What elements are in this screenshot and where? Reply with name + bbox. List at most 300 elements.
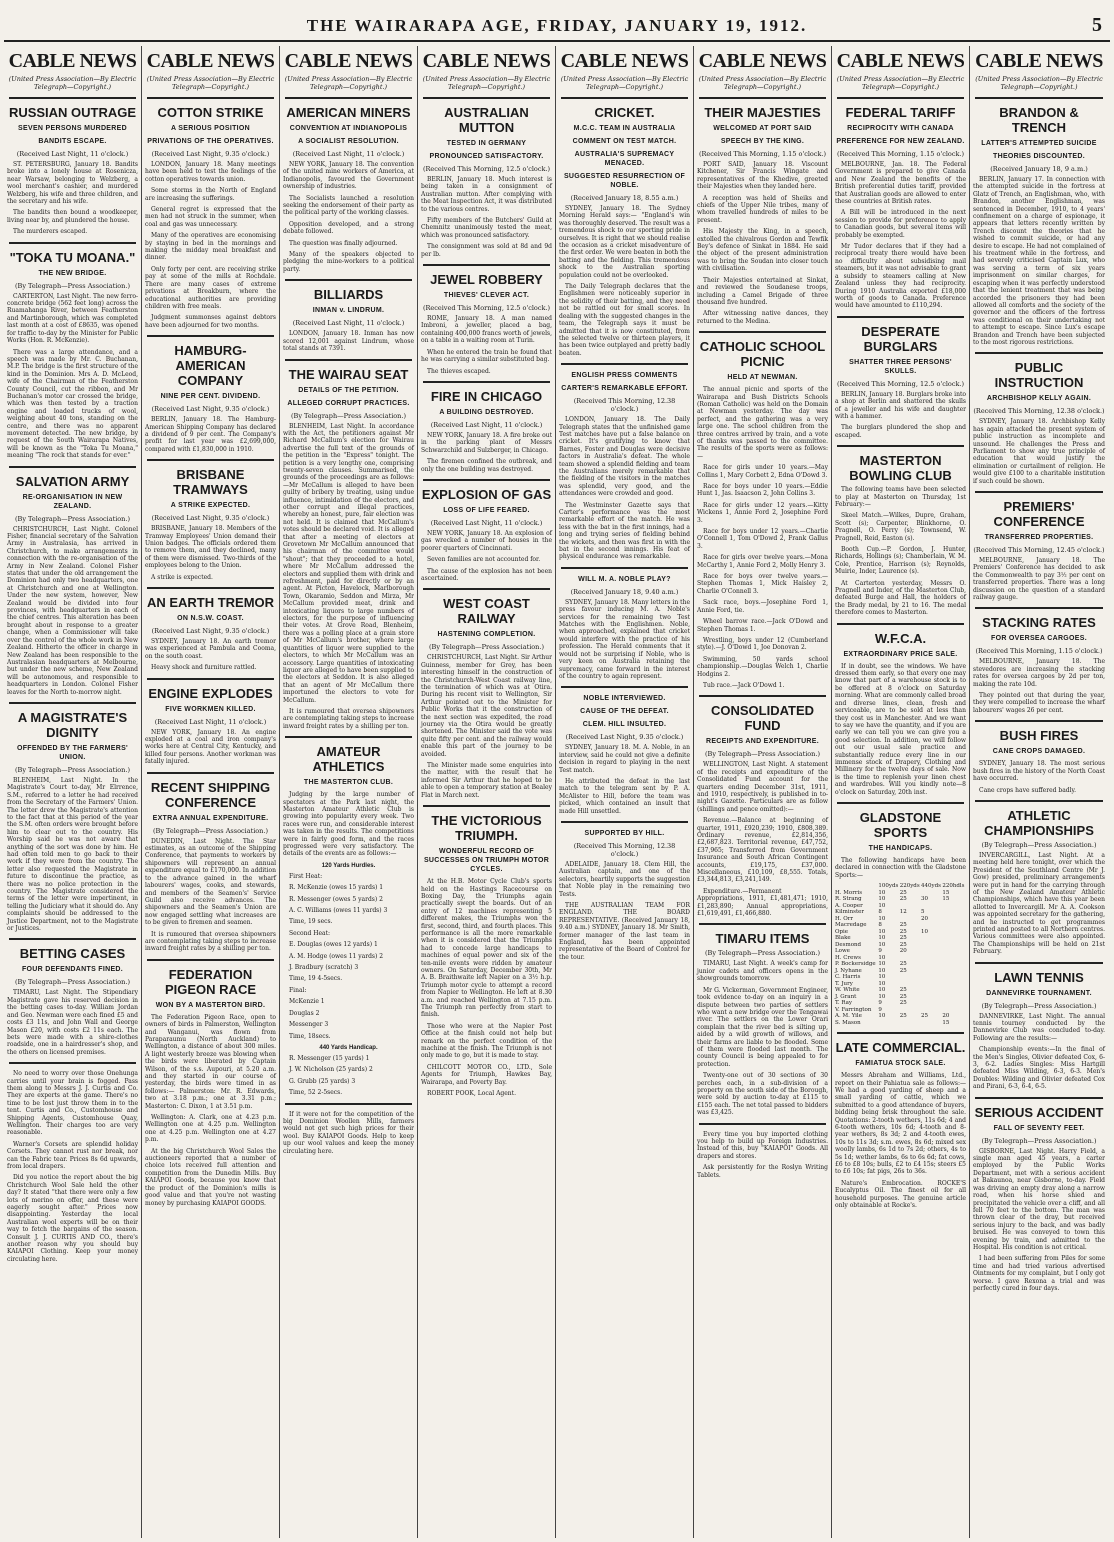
table-header-cell: 440yds (921, 883, 941, 890)
article-paragraph: Did you notice the report about the big Christchurch Wool Sale held the other day? It stated "that there were only a few lots of merino on offer, and these were eagerly sought after." Prices now disappointing. Yesterday the local Australian wool experts will be on their way to fetch the bargains of the season. Consult J. J. CURTIS AND CO., there's another reason why you should buy KAIAPOI Clothing. Keep your money circulating here. (7, 1174, 138, 1263)
article (559, 371, 690, 561)
table-cell: 10 (878, 902, 886, 909)
table-cell (921, 1020, 942, 1027)
article-subheading: SHATTER THREE PERSONS' SKULLS. (849, 358, 952, 375)
article (835, 810, 966, 1026)
article-headline: BUSH FIRES (999, 728, 1079, 744)
article-paragraph: After witnessing native dances, they returned to the Medina. (697, 310, 828, 325)
article-divider (975, 1097, 1103, 1099)
table-cell: T. Ray (835, 1000, 853, 1007)
wire-credit: (United Press Association—By Electric Telegraph—Copyright.) (560, 75, 689, 91)
received-line: (Received Last Night, 11 o'clock.) (430, 518, 543, 527)
table-row (835, 1020, 966, 1027)
article-divider (699, 923, 826, 925)
article-divider (699, 97, 826, 99)
article-paragraph: CHILCOTT MOTOR CO., LTD., Sole Agents for Triumph, Hawkes Bay, Wairarapa, and Poverty Bay. (421, 1063, 552, 1086)
article-subheading: EXTRAORDINARY PRICE SALE. (843, 650, 958, 658)
article-headline: STACKING RATES (982, 615, 1096, 631)
article-subheading: COMMENT ON TEST MATCH. (572, 138, 677, 145)
article-paragraph: Race for girls under 10 years.—May Collins 1, Mary Corbett 2, Edna O'Dowd 3. (697, 464, 828, 479)
article-paragraph: SYDNEY, January 18. Many letters in the press favour inducing M. A. Noble's services for the remaining two Test Matches with the Englishmen. Noble, when approached, explained that cricket would interfere with the practice of his profession. The Herald comments that it would not be surprising if Noble, who is very keen on Australia retaining the supremacy, came forward in the interest of the country to again represent. (559, 598, 690, 680)
article-headline: AMERICAN MINERS (286, 105, 411, 120)
article-subheading: DANNEVIRKE TOURNAMENT. (986, 989, 1092, 997)
article (559, 575, 690, 680)
article-paragraph: BERLIN, January 18. Much interest is being taken in a consignment of Australian mutton. After complying with the Meat Inspection Act, it was distributed to the various centres. (421, 176, 552, 213)
article-headline: MASTERTON BOWLING CLUB (849, 453, 952, 484)
article-paragraph: MELBOURNE, January 18. The Premiers' Conference has decided to ask the Commonwealth to pay 3½ per cent on transferred properties. There was a long discussion on the question of a standard railway gauge. (973, 557, 1105, 602)
article-paragraph: Warner's Corsets are splendid holiday Corsets. They cannot rust nor break, nor can the Fabric tear. Prices 8s 6d upwards, from local drapers. (7, 1140, 138, 1170)
article-subheading: WILL M. A. NOBLE PLAY? (578, 575, 671, 583)
received-line: (Received Last Night, 9.35 o'clock.) (565, 733, 684, 742)
article-divider (699, 331, 826, 333)
section-heading: CABLE NEWS (975, 50, 1103, 72)
article-paragraph: Ask persistently for the Roslyn Writing Tablets. (697, 1164, 828, 1179)
table-cell: 15 (942, 896, 950, 903)
received-line: (By Telegraph—Press Association.) (15, 281, 130, 290)
article (973, 615, 1105, 714)
article-paragraph: The Westminster Gazette says that Carter's performance was the most remarkable effort of the match. He was less with the bat in the first innings, had a long and trying series of fielding behind the wickets, and then was first in with the bat in the second innings. His feat of physical endurance was remarkable. (559, 501, 690, 561)
table-cell: 25 (899, 967, 907, 974)
table-cell: 10 (878, 993, 886, 1000)
article-divider (975, 607, 1103, 609)
news-column (418, 46, 556, 1538)
table-cell: H. Morris (835, 889, 863, 896)
article-subheading: CANE CROPS DAMAGED. (992, 748, 1086, 756)
table-cell: 10 (878, 974, 886, 981)
article-paragraph: Race for girls over twelve years.—Mona McCarthy 1, Annie Ford 2, Molly Henry 3. (697, 554, 828, 569)
received-line: (By Telegraph—Press Association.) (981, 1001, 1097, 1010)
news-column (280, 46, 418, 1538)
article-paragraph: The consignment was sold at 8d and 9d per lb. (421, 243, 552, 258)
article-divider (699, 1123, 826, 1125)
results-line: A. M. Hodge (owes 11 yards) 2 (289, 952, 384, 960)
article (7, 1070, 138, 1263)
article-paragraph: I had been suffering from Piles for some time and had tried various advertised Ointments for my complaint, but I only got worse. I gave Rexona a trial and was perfectly cured in four days. (973, 1255, 1105, 1292)
table-cell: 10 (878, 941, 886, 948)
article-headline: LATE COMMERCIAL. (835, 1040, 966, 1056)
article-divider (9, 466, 136, 468)
article-divider (9, 1062, 136, 1064)
article-subheading: FALL OF SEVENTY FEET. (993, 1124, 1085, 1132)
article-paragraph: NEW YORK, January 18. An explosion of gas wrecked a number of houses in the poorer quarters of Cincinnati. (421, 529, 552, 552)
article-subheading: RECIPROCITY WITH CANADA (847, 125, 954, 132)
article-subheading: ENGLISH PRESS COMMENTS (571, 372, 678, 380)
table-cell: 9 (878, 1006, 882, 1013)
article-subheading: AUSTRALIA'S SUPREMACY MENACED. (574, 151, 675, 167)
section-heading: CABLE NEWS (560, 50, 689, 72)
article-paragraph: When he entered the train he found that he was carrying a similar substituted bag. (421, 348, 552, 364)
table-cell: 10 (878, 889, 886, 896)
table-cell: 25 (899, 896, 907, 903)
article-headline: CONSOLIDATED FUND (710, 703, 815, 734)
table-cell: 25 (899, 922, 907, 929)
table-cell: A. M. Yile (835, 1013, 862, 1020)
section-heading: CABLE NEWS (284, 50, 413, 72)
received-line: (Received Last Night, 9.35 o'clock.) (151, 627, 270, 635)
results-line: First Heat: (289, 872, 323, 880)
article (421, 389, 552, 473)
article-subheading: PREFERENCE FOR NEW ZEALAND. (836, 138, 965, 145)
article (145, 467, 276, 581)
article-paragraph: SYDNEY, January 18. An earth tremor was experienced at Pambula and Cooma, on the south coast. (145, 638, 276, 660)
article-paragraph: Revenue.—Balance at beginning of quarter, 1911, £920,239; 1910, £808,389. Ordinary revenue, £2,814,356, £2,687,823. Territorial revenue, £47,752, £37,965; Transferred from Government Insurance and South African Contingent accounts, £19,175, £37,000. Miscellaneous, £10,109, £8,555. Totals, £3,344,813, £3,241,149. (697, 817, 828, 884)
article (835, 453, 966, 617)
article-paragraph: The murderers escaped. (13, 228, 88, 236)
article-divider (561, 363, 688, 365)
article-paragraph: At Carterton yesterday, Messrs O. Pragnell and Inder, of the Masterton Club, defeated Burge and Hall, the holders of the Brady medal, by 21 to 16. The medal therefore comes to Masterton. (835, 579, 966, 617)
received-line: (Received Last Night, 11 o'clock.) (16, 150, 129, 158)
table-cell: 10 (878, 896, 886, 903)
table-cell: H. Orr (835, 915, 854, 922)
table-header-cell: 220yds (899, 883, 920, 890)
article (697, 1131, 828, 1179)
table-cell: 25 (899, 889, 907, 896)
results-line: R. Messenger (owes 5 yards) 2 (289, 895, 383, 903)
article-paragraph: CARTERTON, Last Night. The new ferro-concrete bridge (562 feet long) across the Ruamahanga River, between Featherston and Martinborough, which was completed last month at a cost of £8635, was opened for traffic to-day by the Minister for Public Works (Hon. R. McKenzie). (7, 292, 138, 345)
article-subheading: PRONOUNCED SATISFACTORY. (429, 153, 544, 160)
article-subheading: RECEIPTS AND EXPENDITURE. (705, 738, 820, 746)
received-line: (By Telegraph—Press Association.) (291, 411, 406, 420)
received-line: (Received This Morning, 12.38 o'clock.) (573, 841, 676, 858)
results-line: McKenzie 1 (289, 998, 325, 1006)
article-paragraph: The following teams have been selected to play at Masterton on Thursday, 1st February:— (835, 486, 966, 508)
article-paragraph: Booth Cup.—P. Gordon, J. Hunter, Richards, Hollings (s); Chamberlain, W. M. Cole, Prentice, Harrison (s); Reynolds, Muirie, Inder, Laurence (s). (835, 546, 966, 576)
article-divider (975, 352, 1103, 354)
received-line: (Received This Morning, 1.15 o'clock.) (836, 150, 965, 158)
article-divider (147, 678, 274, 680)
article-divider (423, 479, 550, 481)
article-divider (9, 702, 136, 704)
article-headline: AUSTRALIAN MUTTON (444, 105, 529, 135)
article-paragraph: Fifty members of the Butchers' Guild at Chemnitz unanimously tested the meat, which was pronounced satisfactory. (421, 217, 552, 239)
article-headline: W.F.C.A. (874, 630, 927, 646)
article (835, 1040, 966, 1209)
article-paragraph: Wheel barrow race.—Jack O'Dowd and Stephen Thomas 1. (697, 618, 828, 633)
article-divider (837, 623, 964, 625)
article-divider (147, 97, 274, 99)
article (283, 744, 414, 1096)
article (7, 946, 138, 1056)
article-paragraph: Only forty per cent. are receiving strike pay at some of the mills at Rochdale. There are many cases of extreme privations at Breakburn, where the educational authorities are providing children with free meals. (145, 265, 276, 310)
article-paragraph: BERLIN, January 17. In connection with the attempted suicide in the fortress at Glatz of Trench, an Englishman, who, with Brandon, another Englishman, was sentenced in December, 1910, to 4 years' confinement on a charge of espionage, it appears that letters recently written by Trench discount the theories that he wished to commit suicide, or had any desire to escape. He had not complained of his treatment while in the fortress, and had severely criticised Captain Lux, who was serving a term of six years imprisonment on similar charges, for escaping when it was perfectly understood that the lenient treatment that was being accorded the prisoners they had been allowed all comforts and the society of the governor and the officers of the fortress was conditional on their undertaking not to attempt to escape. Since Lux's escape Brandon and Trench have been subjected to the most rigorous restrictions. (973, 176, 1106, 346)
table-header-cell: 100yds (878, 883, 899, 890)
table-cell: 25 (899, 987, 907, 994)
table-cell: V. Farrington (835, 1006, 872, 1013)
results-line: Messenger 3 (289, 1021, 329, 1029)
table-cell: A. Cooper (835, 902, 863, 909)
article-paragraph: The Federation Pigeon Race, open to owners of birds in Palmerston, Wellington and Wanganui, was flown from Paraparaumu (North Auckland) to Wellington, a distance of about 300 miles. A light westerly breeze was blowing when the birds were liberated by Captain Wilson, of the s.s. Aupouri, at 5.20 a.m. and they started in our course of yesterday, the birds were timed in as follows:— Palmerston: Mr. R. Edwards, two at 3.18 p.m.; one at 3.31 p.m.; Masterton: C. Dixon, 1 at 3.51 p.m. (145, 1013, 276, 1110)
wire-credit: (United Press Association—By Electric Telegraph—Copyright.) (422, 75, 551, 91)
table-cell: Blake (835, 935, 851, 942)
article-divider (147, 959, 274, 961)
article-paragraph: SYDNEY, January 18. The Sydney Morning Herald says:— "England's win was thoroughly deserved. The result was a tremendous shock to our sporting pride in ourselves. It is right that we should realise the occasion as a cricket misadventure of the first order. We were beaten in both the batting and the fielding. This tremendous shock to the Australian sporting population could not be overlooked. (559, 205, 690, 279)
article-divider (837, 1032, 964, 1034)
article-divider (147, 335, 274, 337)
news-columns (4, 46, 1110, 1538)
results-line: Time, 19 4-5secs. (289, 975, 343, 983)
article (835, 105, 966, 310)
article-divider (423, 264, 550, 266)
table-cell: 20 (942, 1013, 950, 1020)
article-subheading: DETAILS OF THE PETITION. (298, 386, 399, 394)
section-heading: CABLE NEWS (836, 50, 965, 72)
table-cell: 25 (899, 1000, 907, 1007)
section-heading: CABLE NEWS (146, 50, 275, 72)
article-paragraph: The cause of the explosion has not been ascertained. (421, 567, 552, 582)
wire-credit: (United Press Association—By Electric Telegraph—Copyright.) (284, 75, 413, 91)
article (7, 710, 138, 933)
article-subheading: CAUSE OF THE DEFEAT. (580, 708, 669, 716)
article-subheading: WELCOMED AT PORT SAID (713, 125, 812, 132)
article-paragraph: Heavy shock and furniture rattled. (151, 664, 257, 672)
article-paragraph: The thieves escaped. (427, 367, 491, 375)
article (421, 272, 552, 375)
table-cell: 25 (899, 935, 907, 942)
article-divider (837, 97, 964, 99)
results-line: Time, 18secs. (289, 1032, 331, 1040)
article (973, 1105, 1105, 1293)
article-subheading: ON N.S.W. COAST. (177, 615, 244, 622)
received-line: (By Telegraph—Press Association.) (705, 750, 820, 759)
article (7, 105, 138, 236)
article-divider (423, 805, 550, 807)
article (7, 250, 138, 460)
received-line: (Received This Morning, 12.5 o'clock.) (422, 304, 551, 313)
article (145, 595, 276, 672)
article-headline: A MAGISTRATE'S DIGNITY (17, 709, 128, 740)
article-paragraph: NEW YORK, January 18. A fire broke out in the parking plant of Messrs Schwarzchild and Sulzberger, in Chicago. (421, 431, 552, 454)
article-paragraph: BERLIN, January 18. The Hamburg-American Shipping Company has declared a dividend of 9 per cent. The Company's profit for last year was £2,699,000, compared with £1,830,000 in 1910. (145, 416, 276, 453)
article-divider (837, 445, 964, 447)
article-headline: ENGINE EXPLODES (148, 685, 273, 701)
article-paragraph: The Socialists launched a resolution seeking the endorsement of their party as the political party of the working classes. (283, 194, 414, 217)
received-line: (By Telegraph—Press Association.) (153, 826, 268, 835)
article-paragraph: The question was finally adjourned. (289, 239, 398, 247)
article (421, 596, 552, 799)
table-cell: C. Harris (835, 974, 861, 981)
article-paragraph: Nature's Embrocation. ROCKE'S Eucalyptus Oil. The finest oil for all household purposes. The genuine article only obtainable at Rocke's. (835, 1179, 966, 1210)
article (973, 360, 1105, 485)
article-paragraph: SYDNEY, January 18. Archbishop Kelly has again attacked the present system of public instruction as incomplete and unsound. He challenges the Press and Parliament to show any true principle of education that would justify the elimination or curtailment of religion. He would give £100 to a charitable institution if such could be shown. (973, 418, 1105, 485)
article-subheading: TRANSFERRED PROPERTIES. (984, 534, 1094, 541)
article-headline: PREMIERS' CONFERENCE (993, 499, 1085, 529)
table-cell: S. Mason (835, 1019, 861, 1026)
article-headline: HAMBURG-AMERICAN COMPANY (174, 343, 247, 389)
article-paragraph: TIMARU, Last Night. The Stipendiary Magistrate gave his reserved decision in the betting cases to-day. William Jordan and Geo. Newman were each fined £5 and costs £3 11s, and John Wall and George Mason £20, with costs £2 11s each. The bets were made with a shire-clothes roadside, one in a hairdresser's shop, and the others on licensed premises. (7, 989, 138, 1056)
received-line: (Received This Morning, 12.38 o'clock.) (973, 407, 1105, 416)
article-subheading: TESTED IN GERMANY (446, 140, 527, 147)
table-cell: Kilminster (835, 909, 865, 916)
article-paragraph: Mr Tudor declares that if they had a reciprocal treaty there would have been no difficulty about subsidising mail steamers, but it was not advisable to grant a subsidy to steamers calling at New Zealand unless they had reciprocity. During 1910 Australia exported £18,000 worth of goods to Canada. Preference would have amounted to £110,294. (835, 243, 966, 310)
article-divider (975, 97, 1103, 99)
article-headline: "TOKA TU MOANA." (9, 249, 136, 265)
article-subheading: THE MASTERTON CLUB. (303, 779, 394, 787)
article-subheading: CARTER'S REMARKABLE EFFORT. (561, 385, 688, 393)
article-paragraph: If in doubt, see the windows. We have dressed them early, so that every one may know that part of a warehouse stock is to be offered at 8 o'clock on Saturday morning. What are commonly called broad and diverse lines, clean, fresh and serviceable, are to be sold at less than they cost us in Manchester. And we want to say we have the quantity, and if you are early we can tell you we can give you a good selection. In addition, we will follow out our usual sale practice and substantially reduce every line in our immense stock of Drapery, Clothing and Millinery for the twelve days of sale. Now is the time to replenish your linen chest and wardrobes. Will you kindly note—8 o'clock on Saturday, 20th inst. (835, 662, 966, 796)
article-headline: EXPLOSION OF GAS (421, 486, 552, 502)
article-paragraph: Race for girls under 12 years.—Kitty Wickens 1, Annie Ford 2, Josephine Ford 3. (697, 501, 828, 524)
table-cell: 10 (878, 987, 886, 994)
article-divider (975, 720, 1103, 722)
article-divider (9, 242, 136, 244)
table-cell: 9 (878, 1000, 882, 1007)
results-line: G. Grubb (25 yards) 3 (289, 1077, 356, 1085)
news-column (556, 46, 694, 1538)
article-divider (561, 97, 688, 99)
article-paragraph: BLENHEIM, Last Night. In the Magistrate's Court to-day, Mr Elrrence, S.M., referred to a letter he had received from the Secretary of the Farmers' Union. The letter drew the Magistrate's attention to the fact that at this period of the year the S.M. often orders were brought before him to clear out to the country. His Worship said he was not aware that anything of the sort was done by him. He had often told men to go back to their work if they were from the country. The letter also requested the Magistrate in future to discontinue the practice, as there was no police protection in the country. The Magistrate considered the terms of the letter were impertinent, in telling the Judiciary what it should do. Any complaints should be addressed to the Justice Department, not to the Magistrate or Justices. (7, 776, 138, 933)
article-subheading: FAMIATUA STOCK SALE. (855, 1060, 946, 1068)
table-cell: 10 (878, 954, 886, 961)
article-divider (561, 686, 688, 688)
article-headline: TIMARU ITEMS (715, 931, 810, 947)
article-headline: PUBLIC INSTRUCTION (994, 360, 1084, 391)
results-line: Final: (289, 986, 307, 994)
article-paragraph: PORT SAID, January 18. Viscount Kitchener, Sir Francis Wingate and representatives of the Khedive, greeted their Majesties when they landed here. (697, 161, 828, 191)
table-cell: 25 (899, 941, 907, 948)
received-line: (Received Last Night, 11 o'clock.) (154, 717, 267, 726)
article-subheading: LOSS OF LIFE FEARED. (443, 506, 530, 514)
article-paragraph: Wellington: A. Clark, one at 4.23 p.m. Wellington one at 4.25 p.m. Wellington one at 4.25 p.m. Wellington one at 4.27 p.m. (145, 1114, 276, 1144)
article-paragraph: Those who were at the Napier Post Office at the finish could not help but remark on the perfect condition of the machine at the finish. The Triumph is not only made to go, but it is made to stay. (421, 1022, 552, 1060)
article-paragraph: The bandits then bound a woodkeeper, living near by, and plundered the house. (7, 209, 138, 224)
table-cell: 8 (878, 909, 882, 916)
article-divider (423, 97, 550, 99)
article-paragraph: Many of the speakers objected to pledging the mine-workers to a political party. (283, 251, 414, 273)
article-paragraph: Race for boys over twelve years.—Stephen Thomas 1, Mick Haisley 2, Charlie O'Connell 3. (697, 573, 828, 595)
article-subheading: ARCHBISHOP KELLY AGAIN. (986, 395, 1092, 403)
article-paragraph: CHRISTCHURCH, Last Night. Colonel Fisher, financial secretary of the Salvation Army in Australasia, has arrived in Christchurch, to make arrangements in connection with the re-organisation of the Army in New Zealand. Colonel Fisher states that under the old arrangement the Dominion had only two headquarters, one at Christchurch and one at Wellington. Under the new system, however, New Zealand would be divided into four provinces, with headquarters in each of the chief centres. This alteration has been brought about in response to a greater change, when a Commissioner will take over the control of the whole work in New Zealand. Hitherto the officer in charge in New Zealand has been responsible to the Australasian headquarters at Melbourne, but under the new scheme, New Zealand will be autonomous, and responsible to headquarters in London. Colonel Fisher leaves for the North to-morrow night. (7, 525, 138, 696)
wire-credit: (United Press Association—By Electric Telegraph—Copyright.) (698, 75, 827, 91)
article-paragraph: At the H.B. Motor Cycle Club's sports held on the Hastings Racecourse on Boxing Day, the Triumphs again practically swept the boards. Out of an entry of 12 machines representing 5 different makes, the Triumphs won the first, second, third, and fourth places. This performance is all the more remarkable when it is considered that the Triumphs had to concede large handicaps to machines of equal power and six of the ten-mile events were ridden by amateur owners. On Saturday, December 30th, Mr A. B. Braithwaite left Napier on a 3½ h.p. Triumph motor cycle to attempt a record from Napier to Wellington. He left at 8.30 a.m. and reached Wellington at 7.15 p.m. The Triumph ran perfectly from start to finish. (421, 878, 552, 1019)
article-divider (975, 800, 1103, 802)
article-divider (285, 279, 412, 281)
article-paragraph: A Bill will be introduced in the next session to provide for preference to apply to Canadian goods, but several items will probably be exempted. (835, 209, 966, 239)
article-paragraph: ADELAIDE, January 18. Clem Hill, the Australian captain, and one of the selectors, heartily supports the suggestion that Noble play in the remaining two Tests. (559, 860, 690, 898)
article-subheading: FOR OVERSEA CARGOES. (991, 635, 1087, 643)
article-divider (285, 736, 412, 738)
article-subheading: HASTENING COMPLETION. (437, 631, 536, 639)
masthead-rule (4, 40, 1110, 42)
article-paragraph: Championship events:—In the final of the Men's Singles, Olivier defeated Cox, 6-3, 6-2. Ladies Singles: Miss Hartgill defeated Miss Wilding, 6-3, 6-3. Men's Doubles: Wilding and Olivier defeated Cox and Pirani, 6-3, 6-4, 6-5. (973, 1046, 1105, 1091)
news-column (832, 46, 970, 1538)
section-heading: CABLE NEWS (698, 50, 827, 72)
article-subheading: RE-ORGANISATION IN NEW ZEALAND. (22, 493, 123, 510)
article-headline: RECENT SHIPPING CONFERENCE (150, 779, 271, 810)
article-paragraph: SYDNEY, January 18. The most serious bush fires in the history of the North Coast have occurred. (973, 760, 1105, 783)
article-divider (699, 695, 826, 697)
article-divider (975, 491, 1103, 493)
article (973, 105, 1105, 346)
table-cell: 30 (921, 896, 929, 903)
results-line: Time, 52 2-5secs. (289, 1089, 343, 1097)
article-paragraph: General regret is expressed that the men had not struck in the summer, when coal and gas was unnecessary. (145, 206, 276, 228)
article (145, 686, 276, 766)
article-paragraph: It is rumoured that oversea shipowners are contemplating taking steps to increase inward freight rates by a shilling per ton. (283, 707, 414, 730)
article-subheading: FIVE WORKMEN KILLED. (165, 705, 256, 713)
article-paragraph: A strike is expected. (151, 573, 213, 581)
article-paragraph: The burglars plundered the shop and escaped. (835, 424, 966, 439)
received-line: (Received This Morning, 12.5 o'clock.) (422, 165, 551, 173)
table-cell: 25 (921, 1013, 929, 1020)
article (145, 105, 276, 329)
article-paragraph: BRISBANE, January 18. Members of the Tramway Employees' Union demand their Union badges. The officials ordered them to remove them, and they declined, many of them were dismissed. Two-thirds of the employees belong to the Union. (145, 525, 276, 570)
results-title: 120 Yards Hurdles. (321, 862, 376, 869)
article-divider (561, 821, 688, 823)
received-line: (Received January 18, 9 a.m.) (990, 165, 1088, 173)
newspaper-title: THE WAIRARAPA AGE, FRIDAY, JANUARY 19, 1912. (306, 16, 808, 35)
table-cell: 10 (921, 928, 929, 935)
handicap-table (835, 883, 966, 1026)
article-headline: WEST COAST RAILWAY (443, 596, 530, 627)
received-line: (Received This Morning, 1.15 o'clock.) (698, 150, 827, 158)
table-cell: P. Bockersidge (835, 961, 876, 968)
article-paragraph: They pointed out that during the year, they were compelled to increase the wharf labourers' wages 26 per cent. (973, 692, 1105, 714)
article-headline: BILLIARDS (313, 287, 384, 303)
article-subheading: A STRIKE EXPECTED. (170, 502, 251, 510)
article-headline: BRISBANE TRAMWAYS (173, 467, 248, 498)
article-headline: BETTING CASES (19, 946, 126, 962)
article-subheading: BANDITS ESCAPE. (38, 138, 107, 145)
article-paragraph: His Majesty the King, in a speech, extolled the chivalrous Gordon and Tewfik Bey's defence of Sinkat in 1884. He said the object of the present administration was to bring the Soudan into closer touch with civilisation. (697, 228, 828, 273)
article-headline: AN EARTH TREMOR (146, 595, 275, 610)
article (559, 829, 690, 961)
table-row (835, 896, 966, 903)
article (697, 105, 828, 325)
section-heading: CABLE NEWS (422, 50, 551, 72)
article-headline: CATHOLIC SCHOOL PICNIC (699, 339, 826, 370)
results-line: Time, 19 secs. (289, 918, 333, 926)
article (697, 339, 828, 689)
article-headline: ATHLETIC CHAMPIONSHIPS (984, 807, 1094, 838)
table-cell: 20 (899, 948, 907, 955)
article-headline: THEIR MAJESTIES (704, 105, 821, 120)
received-line: (Received Last Night, 11 o'clock.) (292, 319, 405, 328)
table-cell: 20 (921, 915, 929, 922)
received-line: (Received Last Night, 11 o'clock.) (430, 420, 543, 429)
table-cell: 5 (921, 909, 925, 916)
wire-credit: (United Press Association—By Electric Telegraph—Copyright.) (8, 75, 137, 91)
article-subheading: SUPPORTED BY HILL. (584, 829, 665, 837)
article-headline: THE WAIRAU SEAT (288, 366, 409, 382)
table-cell: R. Strang (835, 896, 862, 903)
wire-credit: (United Press Association—By Electric Telegraph—Copyright.) (836, 75, 965, 91)
table-cell: 9 (878, 948, 882, 955)
article-divider (561, 567, 688, 569)
news-column (142, 46, 280, 1538)
table-cell: 25 (899, 928, 907, 935)
article-subheading: THEORIES DISCOUNTED. (993, 153, 1085, 160)
article-paragraph: NEW YORK, January 18. An engine exploded at a coal and iron company's works here at Central City, Kentucky, and killed four persons. Another workman was fatally injured. (145, 728, 276, 766)
article-paragraph: Their Majesties entertained at Sinkat, and reviewed the Soudanese troops, including a Camel Brigade of three thousand five hundred. (697, 276, 828, 306)
received-line: (Received January 18, 9.40 a.m.) (570, 587, 679, 596)
article-divider (423, 381, 550, 383)
article (697, 931, 828, 1116)
article (145, 343, 276, 453)
received-line: (By Telegraph—Press Association.) (981, 840, 1097, 849)
article-paragraph: DANNEVIRKE, Last Night. The annual tennis tourney conducted by the Dannevirke Club was concluded to-day. Following are the results:— (973, 1012, 1105, 1042)
article-paragraph: Race for boys under 12 years.—Charlie O'Connell 1, Tom O'Dowd 2, Frank Gallus 3. (697, 528, 828, 550)
received-line: (Received Last Night, 9.35 o'clock.) (151, 405, 270, 414)
article (283, 105, 414, 273)
article-subheading: A SOCIALIST RESOLUTION. (298, 138, 399, 145)
results-line: A. C. Williams (owes 11 yards) 3 (289, 907, 388, 915)
article-subheading: A BUILDING DESTROYED. (439, 408, 534, 416)
article-divider (9, 938, 136, 940)
section-heading: CABLE NEWS (8, 50, 137, 72)
masthead (0, 0, 1114, 44)
article-paragraph: Every time you buy imported clothing you help to build up Foreign Industries. Instead of this, buy "KAIAPOI" Goods. All drapers and stores. (697, 1130, 828, 1160)
results-line: Douglas 2 (289, 1009, 320, 1017)
